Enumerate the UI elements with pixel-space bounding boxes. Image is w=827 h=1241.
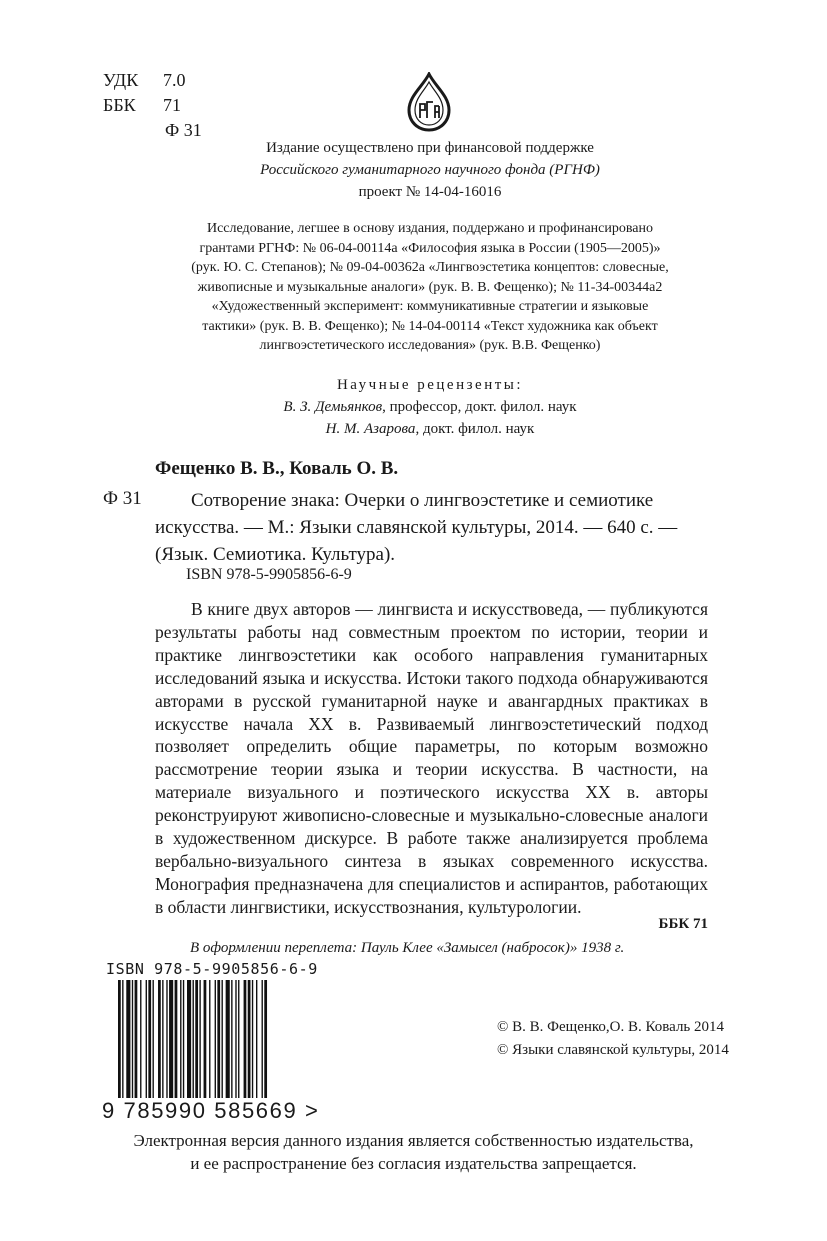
udk-row bbox=[103, 68, 202, 93]
grants-line: тактики» (рук. В. В. Фещенко); № 14-04-00114 «Текст художника как объект bbox=[202, 318, 658, 334]
bbk-label: ББК bbox=[103, 95, 136, 115]
reviewer-1-name: В. З. Демьянков bbox=[283, 399, 383, 415]
barcode-bar bbox=[238, 980, 239, 1098]
barcode-bar bbox=[187, 980, 191, 1098]
reviewers-block bbox=[150, 374, 710, 440]
barcode-bar bbox=[244, 980, 247, 1098]
reviewer-2-title: , докт. филол. наук bbox=[415, 421, 535, 437]
barcode-isbn: ISBN 978-5-9905856-6-9 bbox=[106, 960, 318, 978]
reviewer-1 bbox=[150, 396, 710, 418]
footer-notice bbox=[80, 1129, 747, 1175]
entry-authors: Фещенко В. В., Коваль О. В. bbox=[155, 458, 399, 479]
barcode-bar bbox=[204, 980, 207, 1098]
barcode-bar bbox=[235, 980, 236, 1098]
barcode-bar bbox=[248, 980, 251, 1098]
barcode-bar bbox=[262, 980, 263, 1098]
copyright-line-2: © Языки славянской культуры, 2014 bbox=[497, 1042, 729, 1058]
footer-line-2: и ее распространение без согласия издательства запрещается. bbox=[190, 1154, 637, 1173]
entry-title-line-1: Сотворение знака: Очерки о лингвоэстетике и семиотике bbox=[191, 490, 654, 511]
author-mark: Ф 31 bbox=[165, 120, 202, 140]
grants-line: Исследование, легшее в основу издания, поддержано и профинансировано bbox=[206, 221, 653, 236]
udk-value: 7.0 bbox=[163, 70, 186, 90]
entry-isbn: ISBN 978-5-9905856-6-9 bbox=[186, 566, 352, 583]
barcode-bar bbox=[153, 980, 154, 1098]
barcode-bar bbox=[231, 980, 232, 1098]
barcode-bar bbox=[252, 980, 253, 1098]
barcode-bar bbox=[256, 980, 257, 1098]
barcode-bar bbox=[158, 980, 161, 1098]
grants-line: лингвоэстетического исследования» (рук. В.В. Фещенко) bbox=[259, 338, 601, 353]
barcode-bar bbox=[118, 980, 121, 1098]
barcode-bar bbox=[215, 980, 216, 1098]
barcode-bar bbox=[217, 980, 220, 1098]
reviewer-2 bbox=[150, 418, 710, 440]
barcode-bar bbox=[180, 980, 181, 1098]
grants-line: (рук. Ю. С. Степанов); № 09-04-00362а «Лингвоэстетика концептов: словесные, bbox=[191, 260, 669, 275]
funding-line-3: проект № 14-04-16016 bbox=[358, 184, 502, 200]
barcode-digits: 9 785990 585669 > bbox=[102, 1098, 320, 1123]
grants-paragraph bbox=[160, 219, 700, 356]
reviewer-1-title: , профессор, докт. филол. наук bbox=[382, 399, 577, 415]
grants-line: «Художественный эксперимент: коммуникативные стратегии и языковые bbox=[211, 299, 649, 314]
barcode-bar bbox=[140, 980, 141, 1098]
grants-line: живописные и музыкальные аналоги» (рук. В. В. Фещенко); № 11-34-00344а2 bbox=[197, 279, 663, 295]
bbk-value: 71 bbox=[163, 95, 181, 115]
barcode-bar bbox=[183, 980, 184, 1098]
barcode-bar bbox=[175, 980, 178, 1098]
barcode-bar bbox=[166, 980, 167, 1098]
barcode-bar bbox=[199, 980, 200, 1098]
entry-title bbox=[155, 487, 708, 568]
barcode-bar bbox=[122, 980, 123, 1098]
funding-line-2: Российского гуманитарного научного фонда (РГНФ) bbox=[260, 162, 600, 178]
reviewers-heading: Научные рецензенты: bbox=[336, 377, 524, 393]
bbk-row bbox=[103, 93, 202, 118]
bbk-code: ББК 71 bbox=[658, 916, 708, 932]
barcode-bar bbox=[222, 980, 223, 1098]
rgnf-logo-icon bbox=[405, 72, 453, 132]
classification-codes bbox=[103, 68, 202, 143]
barcode-bar bbox=[162, 980, 163, 1098]
barcode-bar bbox=[264, 980, 267, 1098]
barcode-bar bbox=[195, 980, 198, 1098]
barcode-bar bbox=[135, 980, 138, 1098]
barcode-bar bbox=[209, 980, 210, 1098]
grants-line: грантами РГНФ: № 06-04-00114а «Философия языка в России (1905—2005)» bbox=[199, 240, 661, 256]
barcode-bar bbox=[193, 980, 194, 1098]
reviewer-2-name: Н. М. Азарова bbox=[325, 421, 416, 437]
barcode-bar bbox=[132, 980, 133, 1098]
barcode-bar bbox=[148, 980, 151, 1098]
barcode-bar bbox=[169, 980, 173, 1098]
funding-statement bbox=[150, 137, 710, 203]
copyright-line-1: © В. В. Фещенко,О. В. Коваль 2014 bbox=[497, 1019, 725, 1035]
barcode-bar bbox=[146, 980, 147, 1098]
funding-line-1: Издание осуществлено при финансовой поддержке bbox=[266, 140, 594, 156]
barcode-bar bbox=[126, 980, 130, 1098]
cover-note: В оформлении переплета: Пауль Клее «Замысел (набросок)» 1938 г. bbox=[190, 940, 625, 956]
udk-label: УДК bbox=[103, 70, 139, 90]
entry-title-rest: искусства. — М.: Языки славянской культуры, 2014. — 640 с. — (Язык. Семиотика. Культура). bbox=[155, 517, 678, 565]
copyright-block bbox=[497, 1016, 729, 1062]
barcode-bar bbox=[226, 980, 230, 1098]
barcode-icon bbox=[118, 980, 308, 1098]
footer-line-1: Электронная версия данного издания является собственностью издательства, bbox=[133, 1131, 694, 1150]
entry-mark: Ф 31 bbox=[103, 488, 142, 509]
abstract-paragraph: В книге двух авторов — лингвиста и искусствоведа, — публикуются результаты работы над совместным проектом по истории, теории и практике лингвоэстетики как особого направления гуманитарных исследований языка и искусства. Истоки такого подхода обнаруживаются авторами в русской гуманитарной науке и авангардных практиках в искусстве начала XX в. Развиваемый лингвоэстетический подход позволяет определить общие параметры, по которым возможно рассмотрение теории языка и теории искусства. В частности, на материале визуального и поэтического искусства XX в. авторы реконструируют живописно-словесные и музыкально-словесные аналоги в художественном дискурсе. В работе также анализируется проблема вербально-визуального синтеза в языках современного искусства. Монография предназначена для специалистов и аспирантов, работающих в области лингвистики, искусствознания, культурологии. bbox=[155, 599, 708, 917]
